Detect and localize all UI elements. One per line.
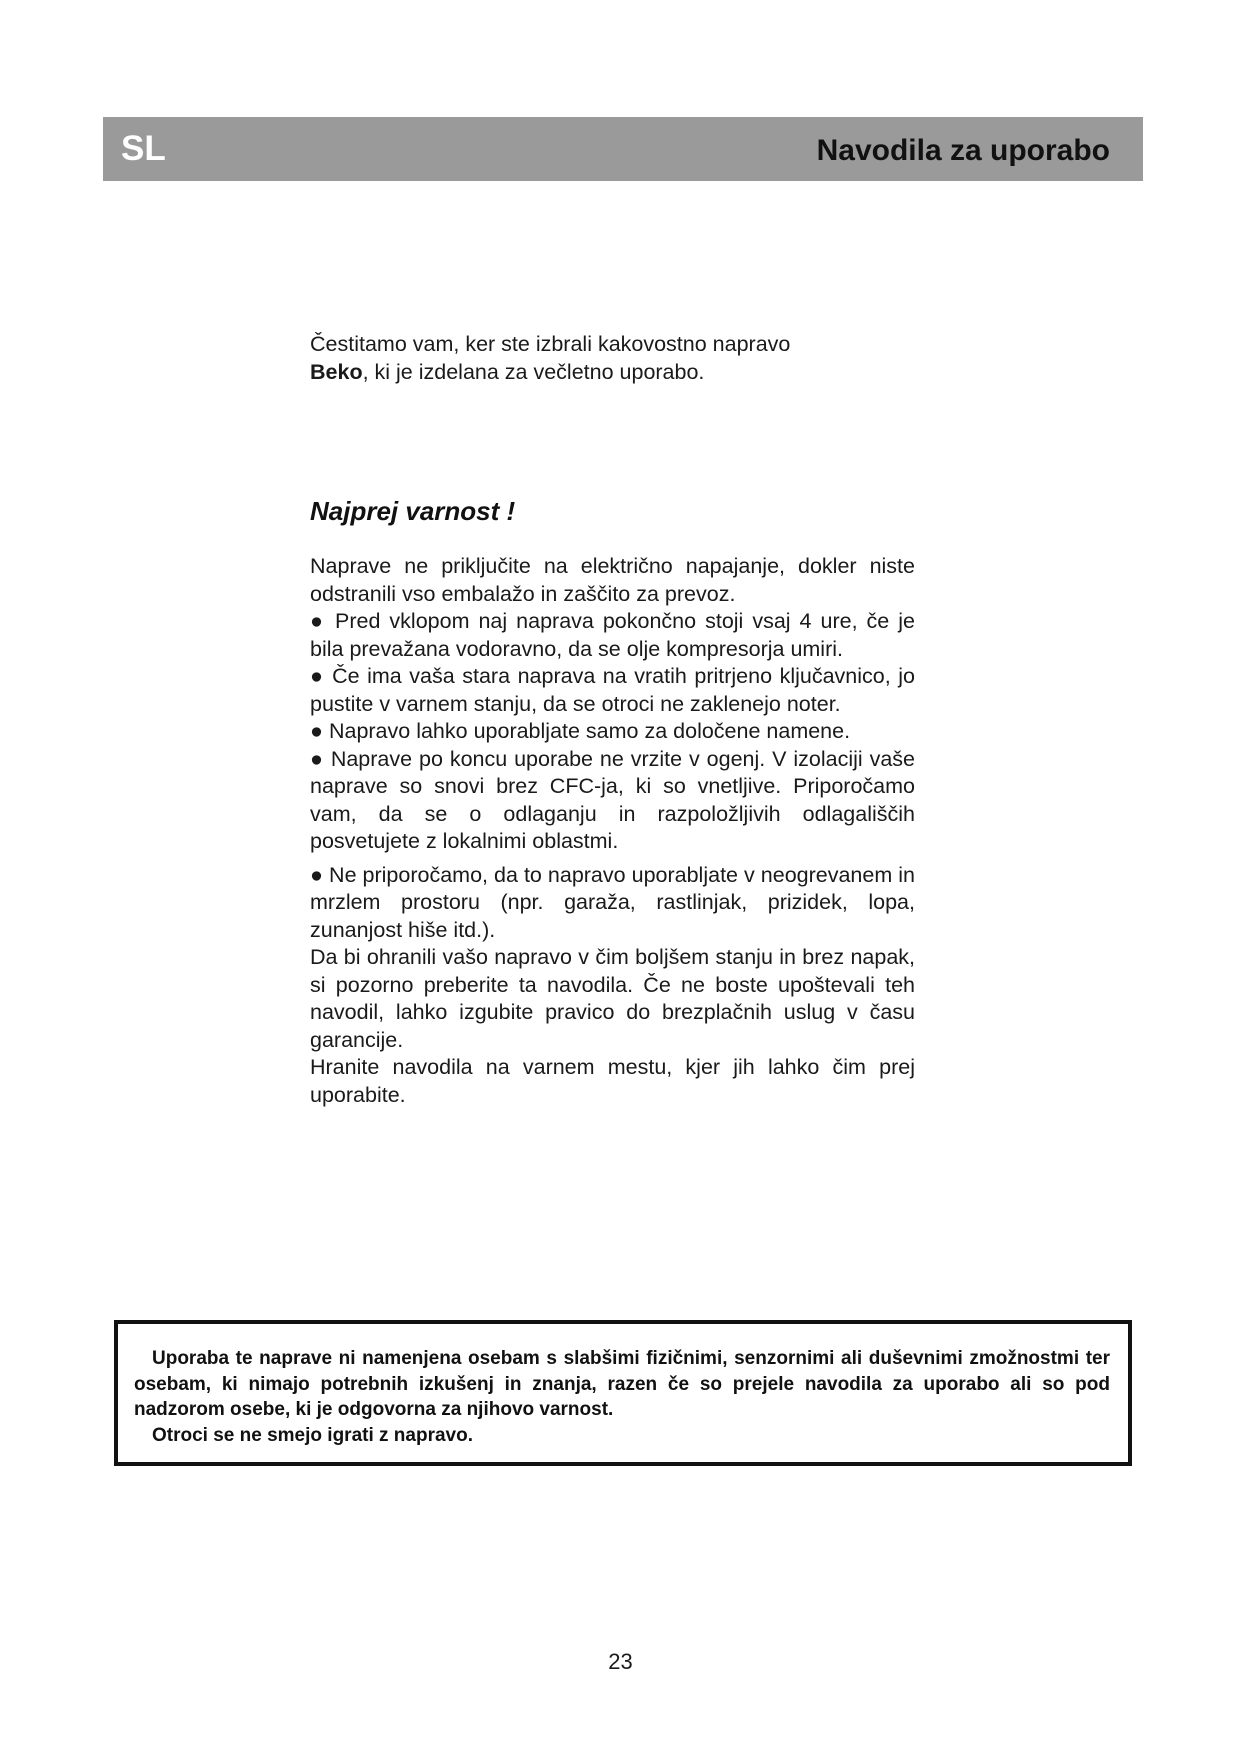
intro-text-before-brand: Čestitamo vam, ker ste izbrali kakovostno napravo <box>310 332 791 356</box>
safety-paragraph: ● Ne priporočamo, da to napravo uporabljate v neogrevanem in mrzlem prostoru (npr. garaža, rastlinjak, prizidek, lopa, zunanjost hiše itd.). <box>310 862 915 942</box>
safety-paragraph: ● Pred vklopom naj naprava pokončno stoji vsaj 4 ure, če je bila prevažana vodoravno, da se olje kompresorja umiri. <box>310 609 915 661</box>
language-code: SL <box>121 129 166 168</box>
document-title: Navodila za uporabo <box>816 134 1110 167</box>
safety-paragraph: Da bi ohranili vašo napravo v čim boljšem stanju in brez napak, si pozorno preberite ta navodila. Če ne boste upoštevali teh navodil, lahko izgubite pravico do brezplačnih uslug v času garancije. <box>310 945 915 1052</box>
warning-text: Uporaba te naprave ni namenjena osebam s slabšimi fizičnimi, senzornimi ali duševnimi zmožnostmi ter osebam, ki nimajo potrebnih izkušenj in znanja, razen če so prejele navodila za uporabo ali so pod nadzorom osebe, ki je odgovorna za njihovo varnost. <box>134 1348 1110 1420</box>
intro-text-after-brand: , ki je izdelana za večletno uporabo. <box>362 359 705 384</box>
page-number: 23 <box>608 1649 633 1674</box>
warning-box <box>114 1320 1132 1466</box>
safety-paragraph: Hranite navodila na varnem mestu, kjer jih lahko čim prej uporabite. <box>310 1055 915 1107</box>
safety-section <box>310 553 915 1109</box>
safety-paragraph: ● Naprave po koncu uporabe ne vrzite v ogenj. V izolaciji vaše naprave so snovi brez CFC-ja, ki so vnetljive. Priporočamo vam, da se o odlaganju in razpoložljivih odlagališčih posvetujete z lokalnimi oblastmi. <box>310 746 915 853</box>
safety-paragraph: ● Napravo lahko uporabljate samo za določene namene. <box>310 719 851 743</box>
brand-name: Beko <box>310 359 363 384</box>
intro-section <box>310 331 915 386</box>
safety-heading: Najprej varnost ! <box>310 496 516 526</box>
header-bar <box>103 117 1143 181</box>
warning-children-text: Otroci se ne smejo igrati z napravo. <box>152 1424 473 1446</box>
safety-paragraph: ● Če ima vaša stara naprava na vratih pritrjeno ključavnico, jo pustite v varnem stanju, da se otroci ne zaklenejo noter. <box>310 664 915 716</box>
intro-paragraph <box>310 331 915 386</box>
safety-paragraph: Naprave ne priključite na električno napajanje, dokler niste odstranili vso embalažo in zaščito za prevoz. <box>310 554 915 606</box>
